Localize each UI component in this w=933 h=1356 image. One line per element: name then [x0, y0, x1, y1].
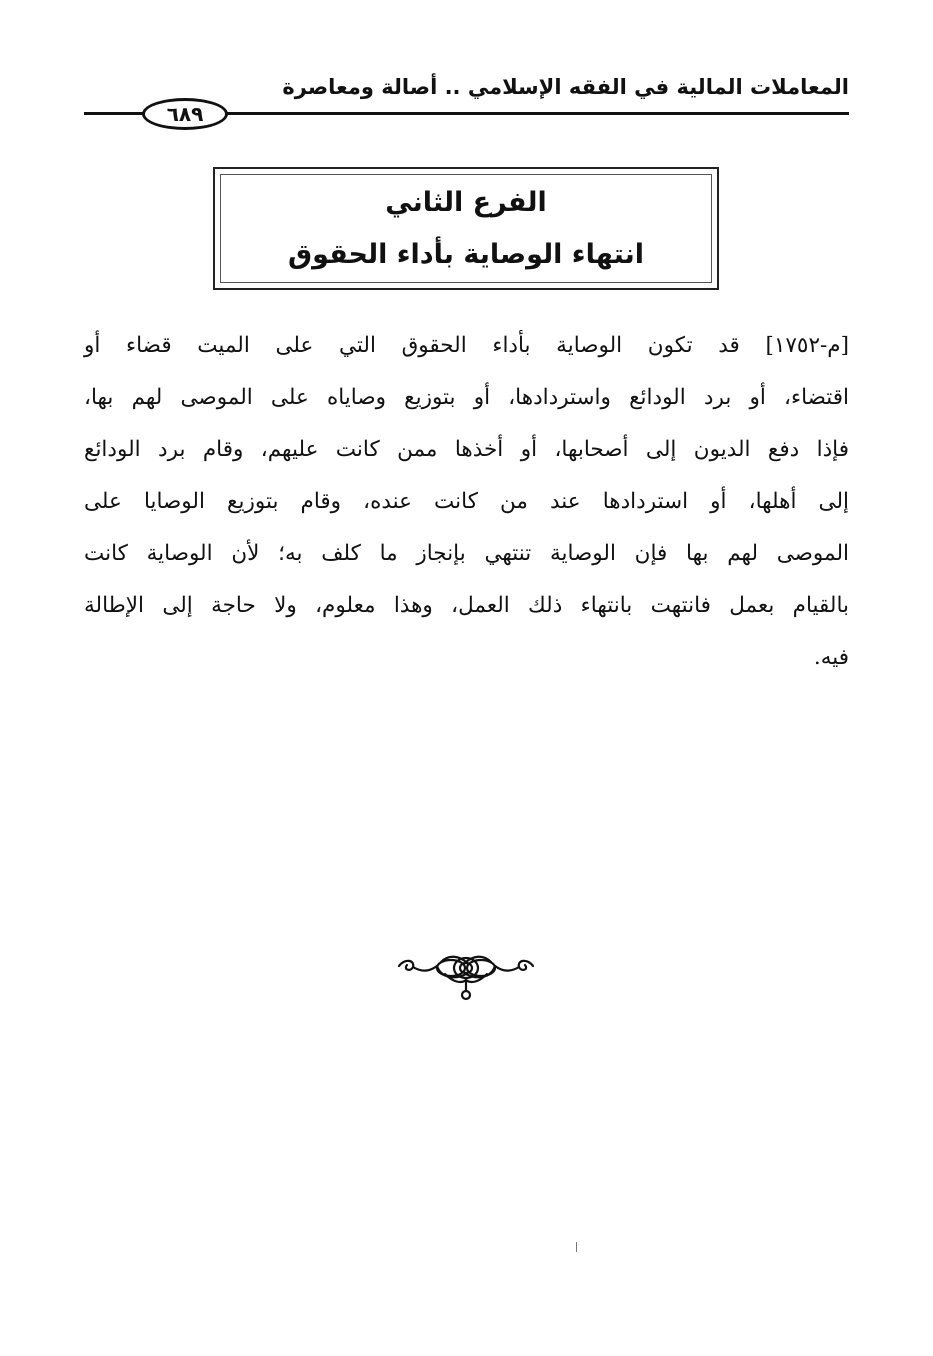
body-line: الموصى لهم بها فإن الوصاية تنتهي بإنجاز ما كلف به؛ لأن الوصاية كانت	[84, 541, 849, 566]
body-line: إلى أهلها، أو استردادها عند من كانت عنده، وقام بتوزيع الوصايا على	[84, 489, 849, 514]
calligraphic-knot-ornament-icon	[395, 950, 537, 1006]
section-title-line-2: انتهاء الوصاية بأداء الحقوق	[288, 239, 644, 270]
body-paragraph	[84, 320, 849, 684]
body-line: [م-١٧٥٢] قد تكون الوصاية بأداء الحقوق التي على الميت قضاء أو	[84, 333, 849, 358]
page-number: ٦٨٩	[142, 98, 228, 130]
running-header-title: المعاملات المالية في الفقه الإسلامي .. أصالة ومعاصرة	[282, 75, 849, 99]
body-line: بالقيام بعمل فانتهت بانتهاء ذلك العمل، وهذا معلوم، ولا حاجة إلى الإطالة	[84, 593, 849, 618]
body-line: فيه.	[813, 645, 849, 670]
section-title-box	[213, 167, 719, 290]
section-title-line-1: الفرع الثاني	[385, 187, 547, 218]
body-line: اقتضاء، أو برد الودائع واستردادها، أو بتوزيع وصاياه على الموصى لهم بها،	[84, 385, 849, 410]
scan-mark	[576, 1242, 577, 1252]
body-line: فإذا دفع الديون إلى أصحابها، أو أخذها ممن كانت عليهم، وقام برد الودائع	[84, 437, 849, 462]
